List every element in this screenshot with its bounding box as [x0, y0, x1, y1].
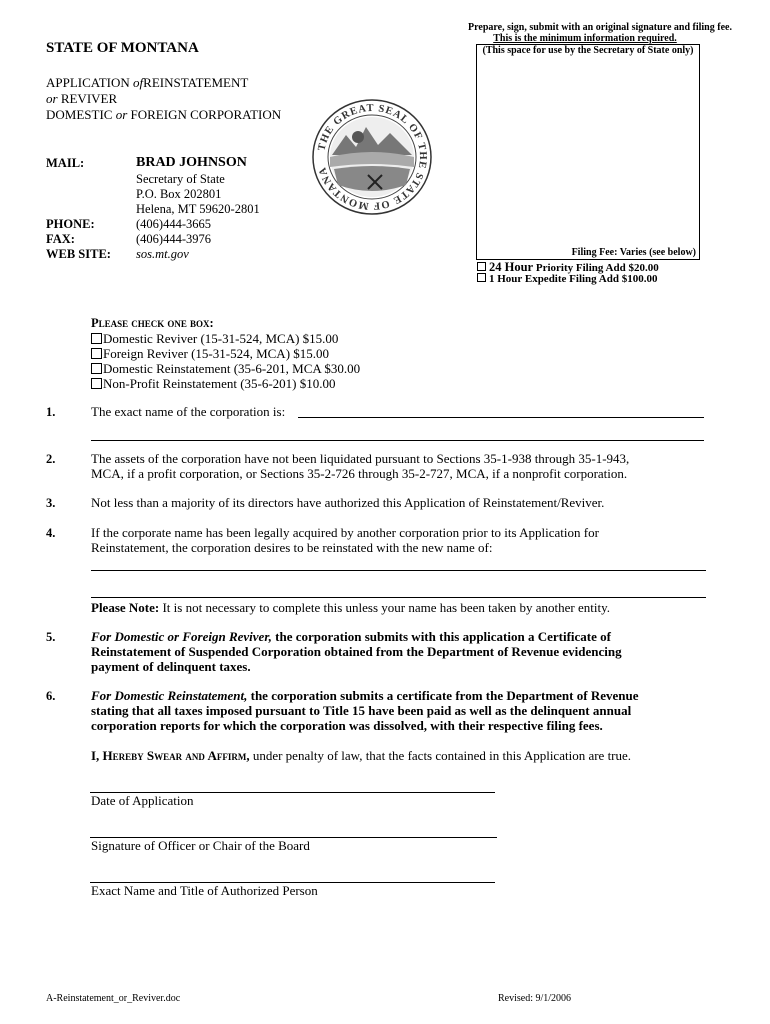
form-title	[46, 75, 281, 123]
option-foreign-reviver[interactable]	[91, 346, 360, 361]
affirmation	[91, 748, 631, 764]
check-options	[91, 331, 360, 391]
priority-text: Priority Filing Add $20.00	[535, 262, 659, 274]
option-domestic-reinstatement[interactable]	[91, 361, 360, 376]
mail-label: MAIL:	[46, 156, 85, 170]
corp-name-field-2[interactable]	[91, 440, 704, 441]
item-6-lead: For Domestic Reinstatement,	[91, 688, 248, 703]
option-label: Domestic Reinstatement (35-6-201, MCA $30.00	[103, 361, 361, 376]
fax-value: (406)444-3976	[136, 232, 211, 246]
footer-revised: Revised: 9/1/2006	[498, 993, 572, 1004]
new-name-field[interactable]	[91, 570, 706, 571]
item-6-line: the corporation submits a certificate from the Department of Revenue	[247, 688, 639, 703]
title-text: or	[46, 91, 58, 106]
title-text: of	[133, 75, 144, 90]
state-title: STATE OF MONTANA	[46, 40, 199, 56]
item-number: 1.	[46, 405, 56, 419]
filing-fee: Filing Fee: Varies (see below)	[571, 247, 696, 258]
check-one-heading: Please check one box:	[91, 316, 214, 330]
checkbox[interactable]	[91, 363, 102, 374]
item-3-text: Not less than a majority of its directors have authorized this Application of Reinstatement/Reviver.	[91, 495, 605, 510]
city: Helena, MT 59620-2801	[136, 202, 260, 216]
title-text: REINSTATEMENT	[143, 75, 249, 90]
item-number: 2.	[46, 452, 56, 466]
contact-labels	[46, 217, 111, 262]
item-5-line: payment of delinquent taxes.	[91, 659, 251, 674]
secretary-title: Secretary of State	[136, 172, 225, 186]
title-text: DOMESTIC	[46, 107, 116, 122]
minimum-info: This is the minimum information required.	[493, 33, 677, 44]
item-number: 5.	[46, 630, 56, 644]
phone-label: PHONE:	[46, 217, 95, 231]
web-label: WEB SITE:	[46, 247, 111, 261]
item-6-line: corporation reports for which the corporation was dissolved, with their respective filing fees.	[91, 718, 603, 733]
website-link[interactable]: sos.mt.gov	[136, 247, 189, 261]
po-box: P.O. Box 202801	[136, 187, 222, 201]
checkbox[interactable]	[91, 333, 102, 344]
item-5-line: Reinstatement of Suspended Corporation obtained from the Department of Revenue evidencing	[91, 644, 622, 659]
secretary-name: BRAD JOHNSON	[136, 155, 247, 170]
title-text: or	[115, 107, 128, 122]
instructions: Prepare, sign, submit with an original signature and filing fee.	[468, 22, 732, 33]
item-number: 3.	[46, 496, 56, 510]
option-domestic-reviver[interactable]	[91, 331, 360, 346]
date-label: Date of Application	[91, 793, 194, 808]
please-note	[91, 600, 610, 616]
corp-name-label: The exact name of the corporation is:	[91, 404, 286, 419]
item-number: 4.	[46, 526, 56, 540]
item-6-text	[91, 688, 638, 733]
footer-filename: A-Reinstatement_or_Reviver.doc	[46, 993, 181, 1004]
note-label: Please Note:	[91, 600, 160, 615]
item-5-lead: For Domestic or Foreign Reviver,	[91, 629, 272, 644]
title-text: REVIVER	[57, 91, 118, 106]
item-4-line: Reinstatement, the corporation desires to be reinstated with the new name of:	[91, 540, 493, 555]
note-text: It is not necessary to complete this unless your name has been taken by another entity.	[159, 600, 611, 615]
item-number: 6.	[46, 689, 56, 703]
affirm-label: I, Hereby Swear and Affirm,	[91, 748, 250, 763]
priority-hours: 24 Hour	[489, 260, 534, 274]
new-name-field-2[interactable]	[91, 597, 706, 598]
item-4-line: If the corporate name has been legally acquired by another corporation prior to its Application for	[91, 525, 599, 540]
expedite-checkbox[interactable]	[477, 273, 486, 282]
sos-use-box[interactable]	[476, 44, 700, 260]
checkbox[interactable]	[91, 378, 102, 389]
corp-name-field[interactable]	[298, 417, 704, 418]
item-5-line: the corporation submits with this application a Certificate of	[271, 629, 611, 644]
seal-text: THE GREAT SEAL OF THE STATE OF MONTANA	[316, 102, 429, 212]
option-nonprofit-reinstatement[interactable]	[91, 376, 360, 391]
item-2-line: MCA, if a profit corporation, or Sections 35-2-726 through 35-2-727, MCA, if a nonprofit corporation.	[91, 466, 628, 481]
signature-label: Signature of Officer or Chair of the Board	[91, 838, 310, 853]
expedite-option[interactable]	[477, 273, 658, 285]
fax-label: FAX:	[46, 232, 75, 246]
priority-checkbox[interactable]	[477, 262, 486, 271]
item-6-line: stating that all taxes imposed pursuant to Title 15 have been paid as well as the delinquent annual	[91, 703, 632, 718]
item-5-text	[91, 629, 622, 674]
option-label: Non-Profit Reinstatement (35-6-201) $10.00	[103, 376, 336, 391]
title-text: APPLICATION	[46, 75, 134, 90]
montana-seal-icon	[310, 97, 434, 217]
checkbox[interactable]	[91, 348, 102, 359]
affirm-text: under penalty of law, that the facts contained in this Application are true.	[249, 748, 632, 763]
sos-box-label: (This space for use by the Secretary of State only)	[482, 45, 694, 56]
title-text: FOREIGN CORPORATION	[127, 107, 282, 122]
option-label: Foreign Reviver (15-31-524, MCA) $15.00	[103, 346, 330, 361]
item-2-line: The assets of the corporation have not been liquidated pursuant to Sections 35-1-938 through 35-1-943,	[91, 451, 630, 466]
option-label: Domestic Reviver (15-31-524, MCA) $15.00	[103, 331, 339, 346]
mail-address	[136, 172, 260, 262]
phone-value: (406)444-3665	[136, 217, 211, 231]
item-2-text	[91, 451, 629, 481]
authorized-name-label: Exact Name and Title of Authorized Person	[91, 883, 318, 898]
expedite-text: 1 Hour Expedite Filing Add $100.00	[489, 273, 658, 285]
item-4-text	[91, 525, 599, 555]
